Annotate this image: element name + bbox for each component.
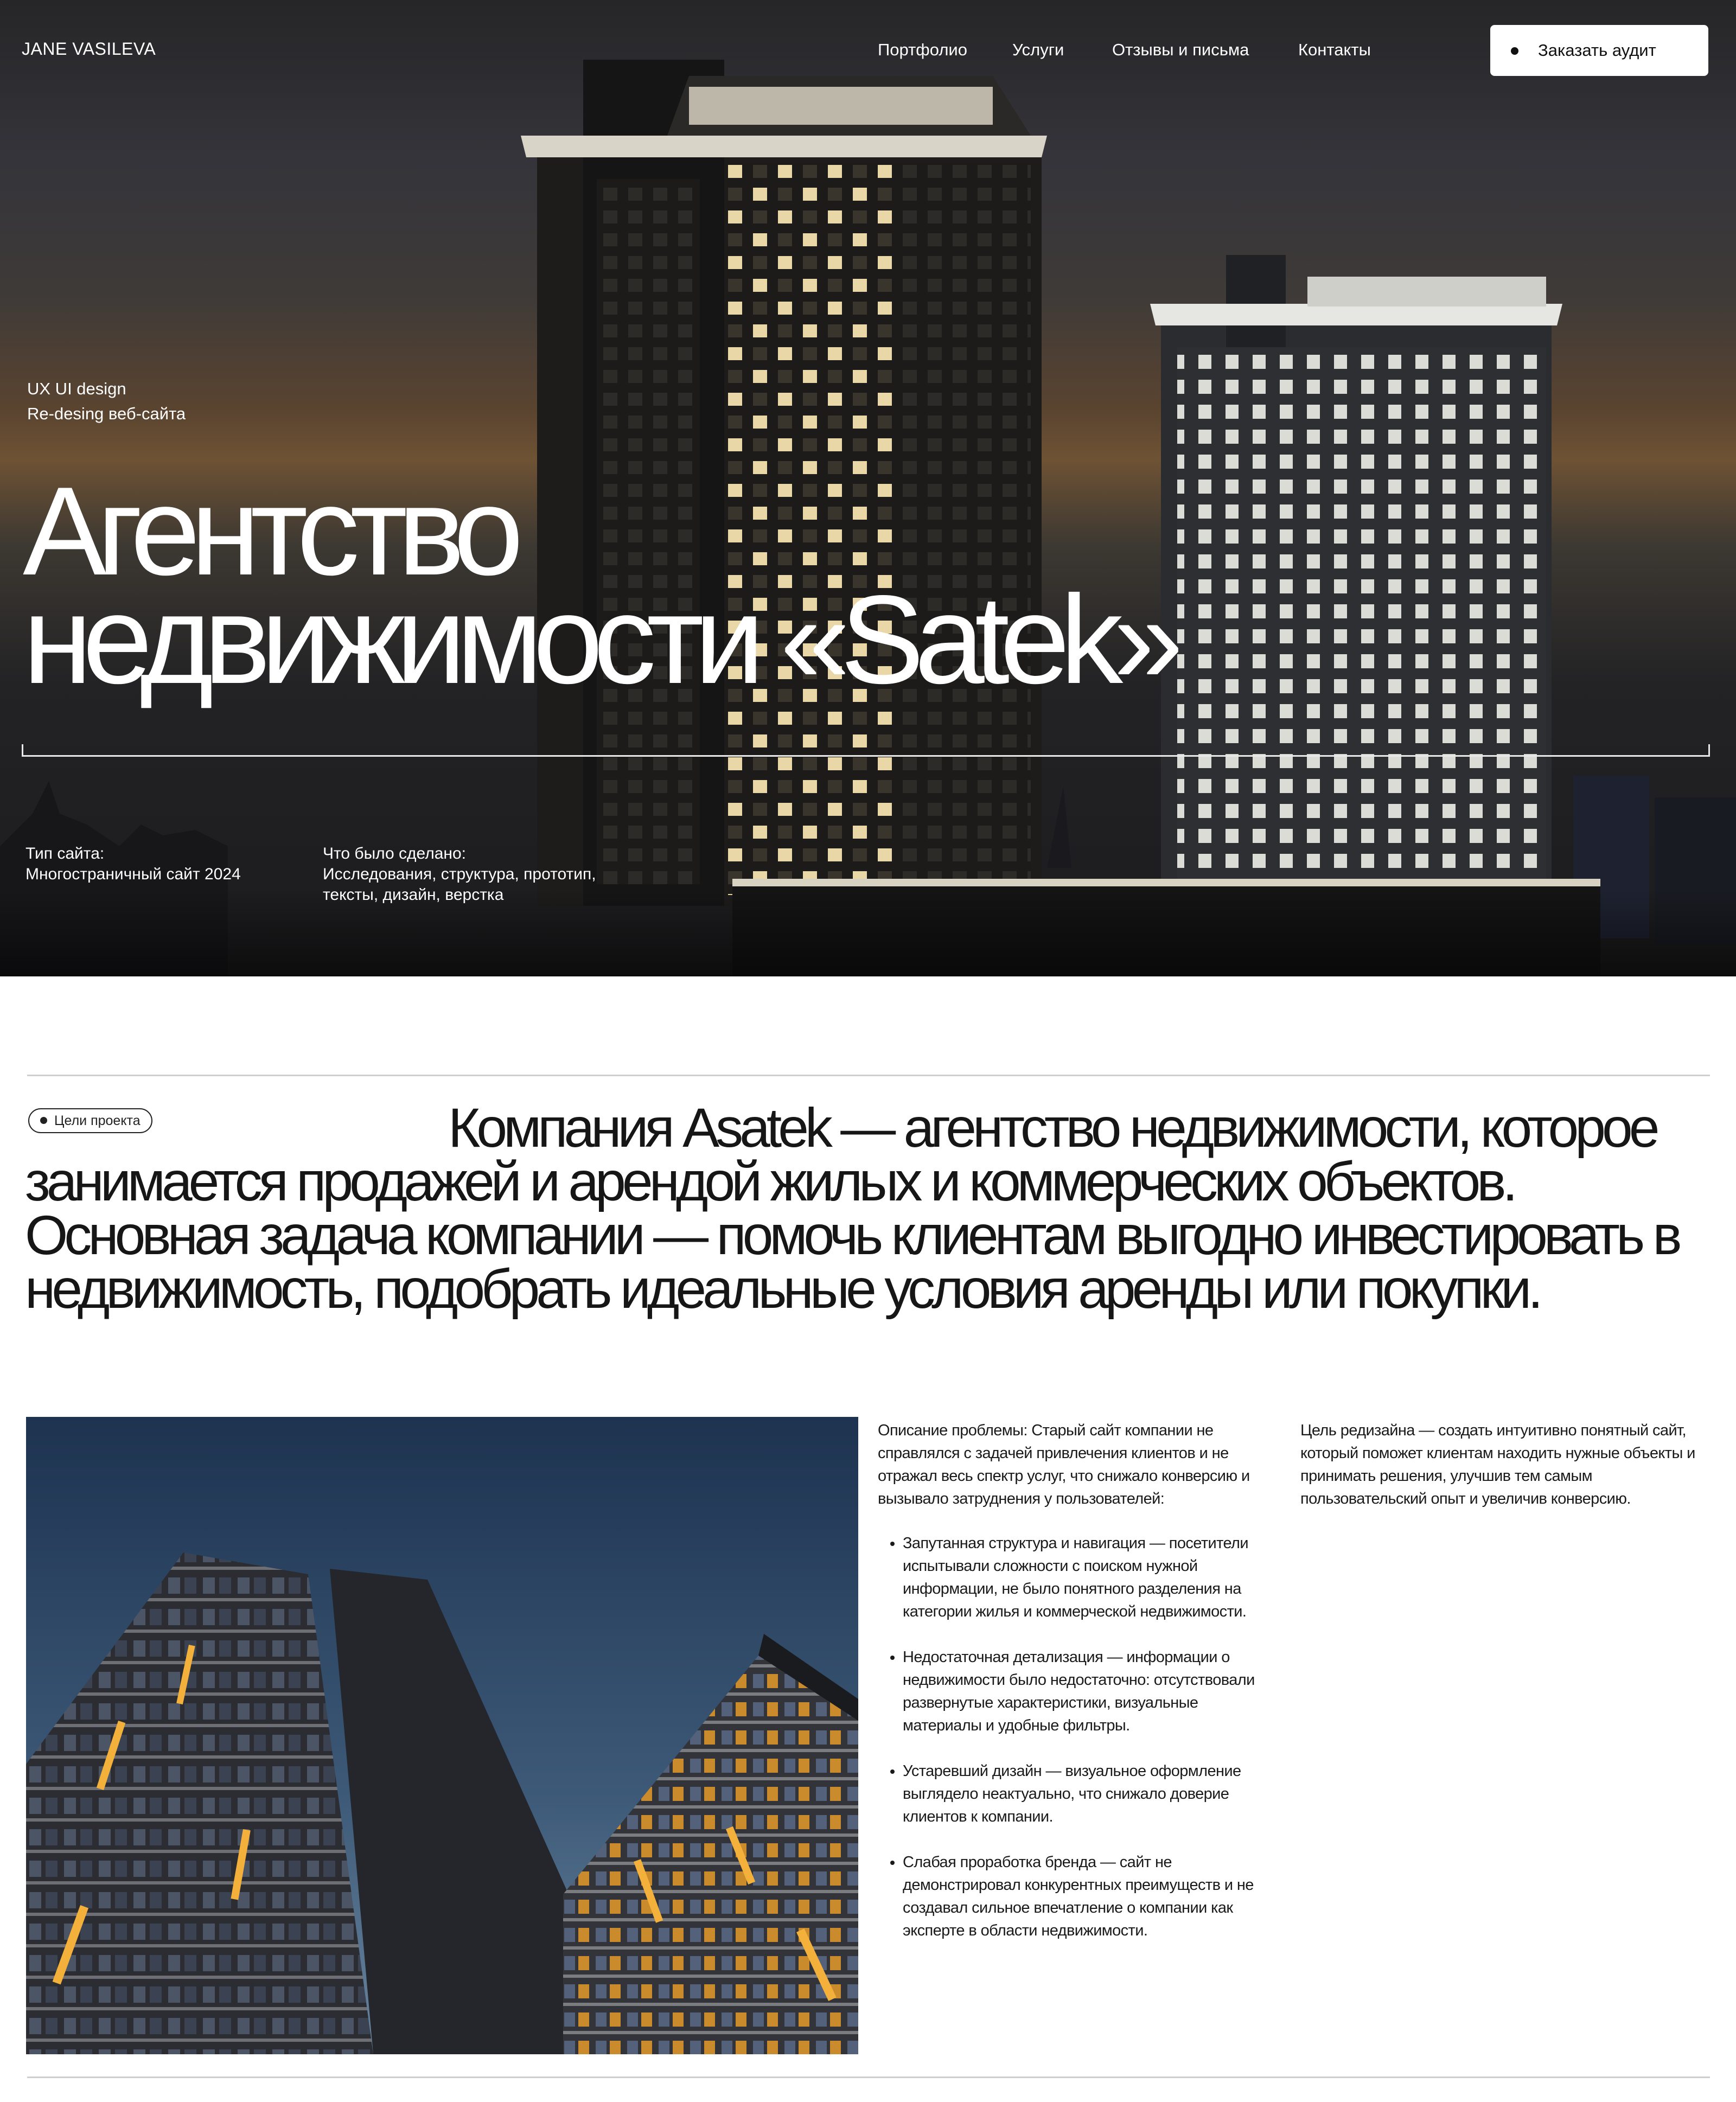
problem-list	[878, 1532, 1279, 1942]
hero-section	[0, 0, 1736, 976]
order-audit-button[interactable]	[1490, 25, 1708, 76]
nav-item-services[interactable]: Услуги	[1012, 40, 1064, 59]
hero-divider-tick-right	[1708, 744, 1710, 757]
tag-ux-ui: UX UI design	[27, 379, 126, 398]
page-title	[23, 461, 1174, 710]
site-type-block	[25, 844, 241, 885]
hero-divider-tick-left	[22, 744, 23, 757]
problem-item: • Запутанная структура и навигация — посетители испытывали сложности с поиском нужной информации, не было понятного разделения на категории жилья и коммерческой недвижимости.	[903, 1532, 1279, 1623]
tag-redesign: Re-desing веб-сайта	[27, 404, 186, 423]
nav-item-contacts[interactable]: Контакты	[1298, 40, 1371, 59]
work-done-value-2: тексты, дизайн, верстка	[323, 886, 504, 904]
order-audit-label: Заказать аудит	[1538, 41, 1656, 60]
problem-item: • Устаревший дизайн — визуальное оформление выглядело неактуально, что снижало доверие клиентов к компании.	[903, 1760, 1279, 1828]
brand-logo[interactable]: JANE VASILEVA	[22, 39, 156, 59]
site-type-label: Тип сайта:	[25, 845, 105, 862]
problem-column	[878, 1419, 1279, 1965]
dot-icon	[1511, 47, 1518, 55]
work-done-label: Что было сделано:	[323, 845, 466, 862]
problem-item: • Слабая проработка бренда — сайт не демонстрировал конкурентных преимуществ и не создавал сильное впечатление о компании как эксперте в области недвижимости.	[903, 1851, 1279, 1942]
title-line-1: Агентство	[23, 461, 514, 602]
redesign-goal-text: Цель редизайна — создать интуитивно понятный сайт, который поможет клиентам находить нужные объекты и принимать решения, улучшив тем самым пользовательский опыт и увеличив конверсию.	[1300, 1422, 1695, 1507]
problem-item: • Недостаточная детализация — информации о недвижимости было недостаточно: отсутствовали развернутые характеристики, визуальные материалы и удобные фильтры.	[903, 1646, 1279, 1737]
section-divider-bottom	[27, 2077, 1710, 2078]
nav-item-portfolio[interactable]: Портфолио	[878, 40, 967, 59]
redesign-goal-column	[1300, 1419, 1713, 1510]
hero-divider	[22, 755, 1710, 757]
problem-description: Описание проблемы: Старый сайт компании не справлялся с задачей привлечения клиентов и не отражал весь спектр услуг, что снижало конверсию и вызывало затруднения у пользователей:	[878, 1422, 1250, 1507]
section-divider-top	[27, 1075, 1710, 1076]
work-done-block	[323, 844, 596, 905]
main-nav	[0, 40, 1736, 62]
title-line-2: недвижимости «Satek»	[23, 570, 1174, 710]
project-tags	[27, 376, 186, 426]
site-type-value: Многостраничный сайт 2024	[25, 865, 241, 883]
work-done-value-1: Исследования, структура, прототип,	[323, 865, 596, 883]
project-goals-label: Цели проекта	[54, 1113, 141, 1128]
building-photo-illustration	[26, 1417, 858, 2054]
company-intro: Компания Asatek — агентство недвижимости, которое занимается продажей и арендой жилых и коммерческих объектов. Основная задача компании — помочь клиентам выгодно инвестировать в недвижимость, подобрать идеальные условия аренды или покупки.	[25, 1097, 1678, 1320]
building-photo	[26, 1417, 858, 2054]
nav-item-reviews[interactable]: Отзывы и письма	[1112, 40, 1249, 59]
